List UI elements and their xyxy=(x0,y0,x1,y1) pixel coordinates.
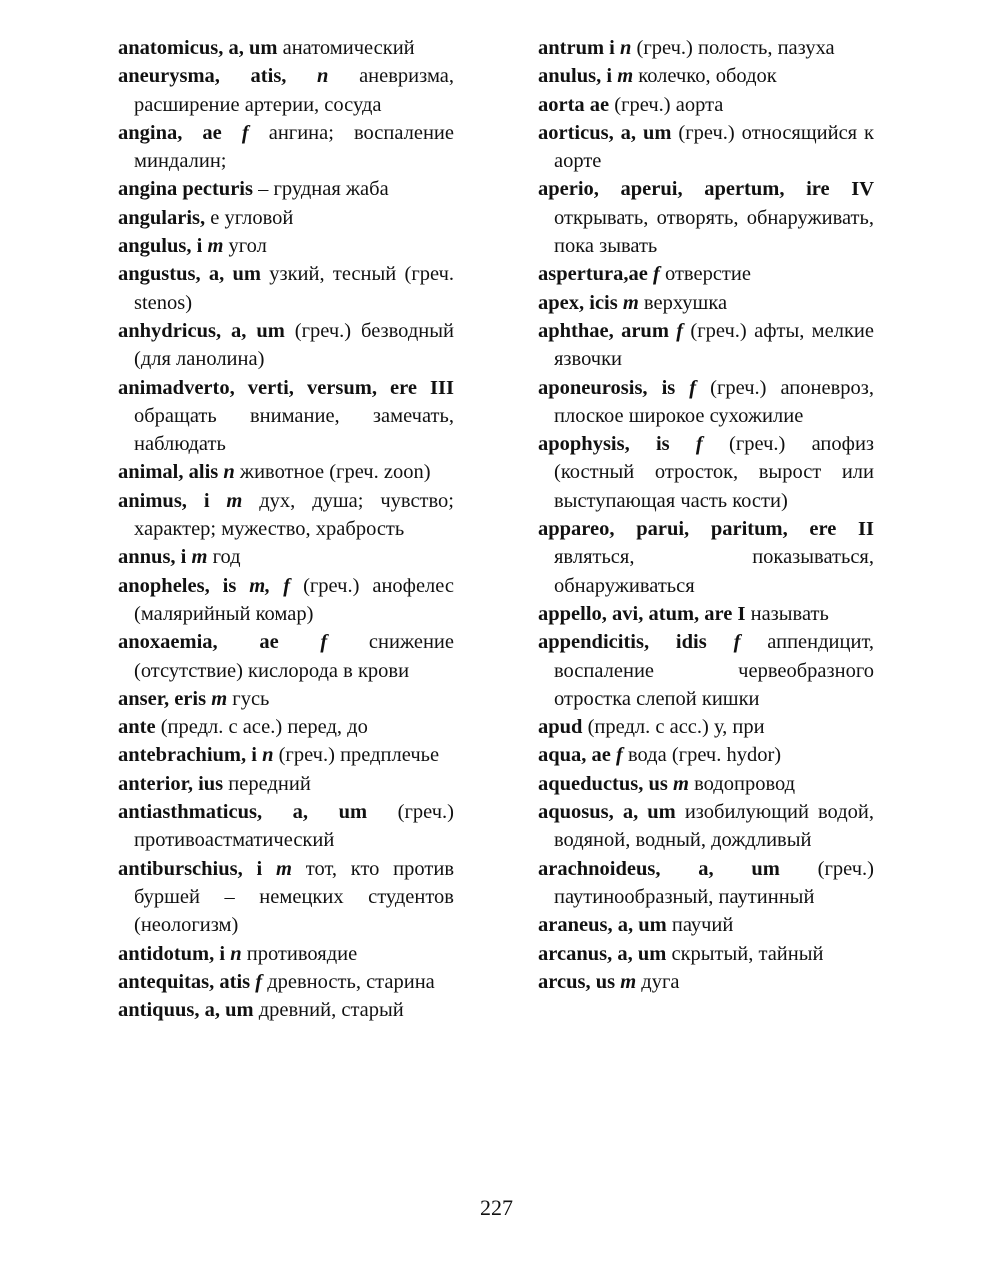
headword: appareo, parui, paritum, ere II xyxy=(538,518,874,541)
definition: угол xyxy=(223,235,267,258)
grammar-mark: n xyxy=(256,744,274,767)
headword: anatomicus, a, um xyxy=(118,37,278,59)
dictionary-entry xyxy=(118,487,454,544)
definition: вода (греч. hydor) xyxy=(622,744,782,767)
grammar-mark: f xyxy=(278,631,328,654)
headword: apophysis, is xyxy=(538,433,670,456)
definition: древний, старый xyxy=(253,999,404,1022)
headword: ante xyxy=(118,716,156,739)
grammar-mark: f xyxy=(669,433,703,456)
grammar-mark: f xyxy=(610,744,623,767)
headword: apex, icis xyxy=(538,291,618,314)
dictionary-entry xyxy=(538,770,874,798)
dictionary-entry xyxy=(538,515,874,600)
dictionary-entry xyxy=(538,968,874,996)
definition: верхушка xyxy=(638,291,728,314)
headword: angustus, a, um xyxy=(118,263,261,286)
headword: aponeurosis, is xyxy=(538,376,676,399)
definition: отверстие xyxy=(659,263,751,286)
definition: передний xyxy=(223,772,311,795)
dictionary-entry xyxy=(118,458,454,486)
definition: древность, старина xyxy=(262,970,435,993)
definition: (греч.) афты, мелкие язвочки xyxy=(554,319,875,371)
headword: anopheles, is xyxy=(118,574,237,597)
headword: apud xyxy=(538,716,583,739)
definition: являться, показываться, обнаруживаться xyxy=(554,546,874,597)
dictionary-entry xyxy=(118,175,454,203)
definition: дух, душа; чувство; характер; мужество, храбрость xyxy=(134,489,454,541)
definition: гусь xyxy=(227,687,270,710)
definition: узкий, тесный (греч. stenos) xyxy=(134,263,455,314)
headword: aqueductus, us xyxy=(538,772,668,795)
headword: aspertura,ae xyxy=(538,263,648,286)
definition: снижение (отсутствие) кислорода в крови xyxy=(134,631,455,682)
definition: дуга xyxy=(636,970,680,993)
dictionary-entry xyxy=(118,572,454,629)
headword: araneus, a, um xyxy=(538,914,667,937)
grammar-mark: f xyxy=(250,970,263,993)
dictionary-entry xyxy=(538,713,874,741)
dictionary-entry xyxy=(118,628,454,685)
grammar-mark: f xyxy=(706,631,741,654)
headword: antiburschius, i xyxy=(118,857,263,880)
dictionary-entry xyxy=(538,628,874,713)
definition: противоядие xyxy=(241,942,358,965)
headword: aorticus, a, um xyxy=(538,121,672,144)
grammar-mark: n xyxy=(225,942,242,965)
definition: (греч.) аорта xyxy=(609,93,724,116)
headword: angulus, i xyxy=(118,235,203,258)
definition: (греч.) полость, пазуха xyxy=(631,37,835,59)
dictionary-entry xyxy=(538,798,874,855)
dictionary-entry xyxy=(118,968,454,996)
grammar-mark: f xyxy=(675,376,697,399)
dictionary-entry xyxy=(118,34,454,62)
dictionary-entry xyxy=(538,119,874,176)
definition: год xyxy=(207,546,241,569)
headword: angina, ae xyxy=(118,121,222,144)
definition: аппендицит, воспаление червеобразного отростка слепой кишки xyxy=(554,631,874,710)
dictionary-entry xyxy=(118,741,454,769)
definition: анатомический xyxy=(277,37,415,59)
headword: aphthae, arum xyxy=(538,319,669,342)
definition: колечко, ободок xyxy=(633,65,777,88)
definition: – грудная жаба xyxy=(252,178,389,201)
headword: animus, i xyxy=(118,489,210,512)
headword: aneurysma, atis, xyxy=(118,65,287,88)
headword: arachnoideus, a, um xyxy=(538,857,780,880)
grammar-mark: n xyxy=(218,461,235,484)
headword: antiasthmaticus, a, um xyxy=(118,801,368,824)
headword: aperio, aperui, apertum, ire IV xyxy=(538,178,874,201)
definition: водопровод xyxy=(688,772,796,795)
dictionary-entry xyxy=(118,260,454,317)
definition: обращать внимание, замечать, наблюдать xyxy=(134,404,454,456)
grammar-mark: m xyxy=(202,235,224,258)
definition: (греч.) паутинообразный, паутинный xyxy=(554,857,874,908)
dictionary-entry xyxy=(118,204,454,232)
dictionary-entry xyxy=(118,713,454,741)
dictionary-entry xyxy=(538,91,874,119)
definition: ангина; воспаление миндалин; xyxy=(134,121,455,173)
grammar-mark: m xyxy=(262,857,292,880)
grammar-mark: m xyxy=(667,772,689,795)
definition: (греч.) противоастматический xyxy=(134,801,455,852)
page-number: 227 xyxy=(480,1195,513,1220)
headword: antequitas, atis xyxy=(118,970,251,993)
headword: angina pecturis xyxy=(118,178,253,201)
headword: antiquus, a, um xyxy=(118,999,254,1022)
headword: animadverto, verti, versum, ere III xyxy=(118,376,454,399)
dictionary-entry xyxy=(538,430,874,515)
dictionary-entry xyxy=(538,940,874,968)
headword: animal, alis xyxy=(118,461,219,484)
right-column xyxy=(538,34,874,996)
grammar-mark: m, f xyxy=(236,574,291,597)
definition: (греч.) безводный (для ланолина) xyxy=(134,319,454,371)
definition: скрытый, тайный xyxy=(666,942,824,965)
dictionary-entry xyxy=(538,317,874,374)
grammar-mark: m xyxy=(617,291,639,314)
headword: angularis, xyxy=(118,206,206,229)
grammar-mark: m xyxy=(209,489,243,512)
grammar-mark: m xyxy=(206,687,228,710)
dictionary-entry xyxy=(538,741,874,769)
headword: arcanus, a, um xyxy=(538,942,667,965)
headword: anterior, ius xyxy=(118,772,224,795)
definition: животное (греч. zoon) xyxy=(234,461,431,484)
dictionary-entry xyxy=(538,855,874,912)
headword: annus, i xyxy=(118,546,187,569)
definition: (греч.) относящийся к аорте xyxy=(554,121,875,173)
headword: anulus, i xyxy=(538,65,613,88)
headword: anser, eris xyxy=(118,687,207,710)
dictionary-entry xyxy=(538,289,874,317)
dictionary-entry xyxy=(118,855,454,940)
definition: тот, кто против буршей – немецких студентов (неологизм) xyxy=(134,857,454,937)
definition: (греч.) анофелес (малярийный комар) xyxy=(134,574,454,625)
headword: aqua, ae xyxy=(538,744,611,767)
dictionary-entry xyxy=(538,374,874,431)
dictionary-entry xyxy=(118,374,454,459)
dictionary-entry xyxy=(118,232,454,260)
dictionary-entry xyxy=(538,34,874,62)
definition: (греч.) предплечье xyxy=(273,744,440,767)
dictionary-entry xyxy=(118,317,454,374)
dictionary-entry xyxy=(118,940,454,968)
grammar-mark: m xyxy=(186,546,208,569)
headword: arcus, us xyxy=(538,970,616,993)
dictionary-entry xyxy=(118,119,454,176)
left-column xyxy=(118,34,454,1024)
definition: изобилующий водой, водяной, водный, дождливый xyxy=(554,801,874,852)
definition: открывать, отворять, обнаруживать, пока зывать xyxy=(554,206,874,258)
dictionary-entry xyxy=(118,996,454,1024)
dictionary-entry xyxy=(538,62,874,90)
headword: aorta ae xyxy=(538,93,610,116)
headword: appello, avi, atum, are I xyxy=(538,602,746,625)
headword: aquosus, a, um xyxy=(538,801,676,824)
grammar-mark: f xyxy=(668,319,684,342)
definition: е угловой xyxy=(205,206,294,229)
definition: аневризма, расширение артерии, сосуда xyxy=(134,65,455,116)
grammar-mark: n xyxy=(286,65,329,88)
grammar-mark: m xyxy=(612,65,634,88)
grammar-mark: m xyxy=(615,970,637,993)
dictionary-entry xyxy=(118,770,454,798)
dictionary-entry xyxy=(538,175,874,260)
dictionary-entry xyxy=(118,62,454,119)
dictionary-entry xyxy=(538,600,874,628)
dictionary-entry xyxy=(538,260,874,288)
headword: antidotum, i xyxy=(118,942,226,965)
definition: паучий xyxy=(666,914,734,937)
headword: appendicitis, idis xyxy=(538,631,707,654)
headword: antebrachium, i xyxy=(118,744,257,767)
headword: antrum i xyxy=(538,37,615,59)
definition: (греч.) апофиз (костный отросток, вырост или выступающая часть кости) xyxy=(554,433,875,512)
dictionary-entry xyxy=(118,798,454,855)
grammar-mark: n xyxy=(614,37,632,59)
definition: (предл. с асс.) у, при xyxy=(582,716,765,739)
grammar-mark: f xyxy=(647,263,660,286)
dictionary-entry xyxy=(118,685,454,713)
grammar-mark: f xyxy=(221,121,249,144)
definition: (греч.) апоневроз, плоское широкое сухожилие xyxy=(554,376,875,427)
definition: называть xyxy=(745,602,829,625)
dictionary-entry xyxy=(118,543,454,571)
headword: anoxaemia, ae xyxy=(118,631,279,654)
dictionary-entry xyxy=(538,911,874,939)
definition: (предл. с асе.) перед, до xyxy=(155,716,368,739)
headword: anhydricus, a, um xyxy=(118,319,285,342)
